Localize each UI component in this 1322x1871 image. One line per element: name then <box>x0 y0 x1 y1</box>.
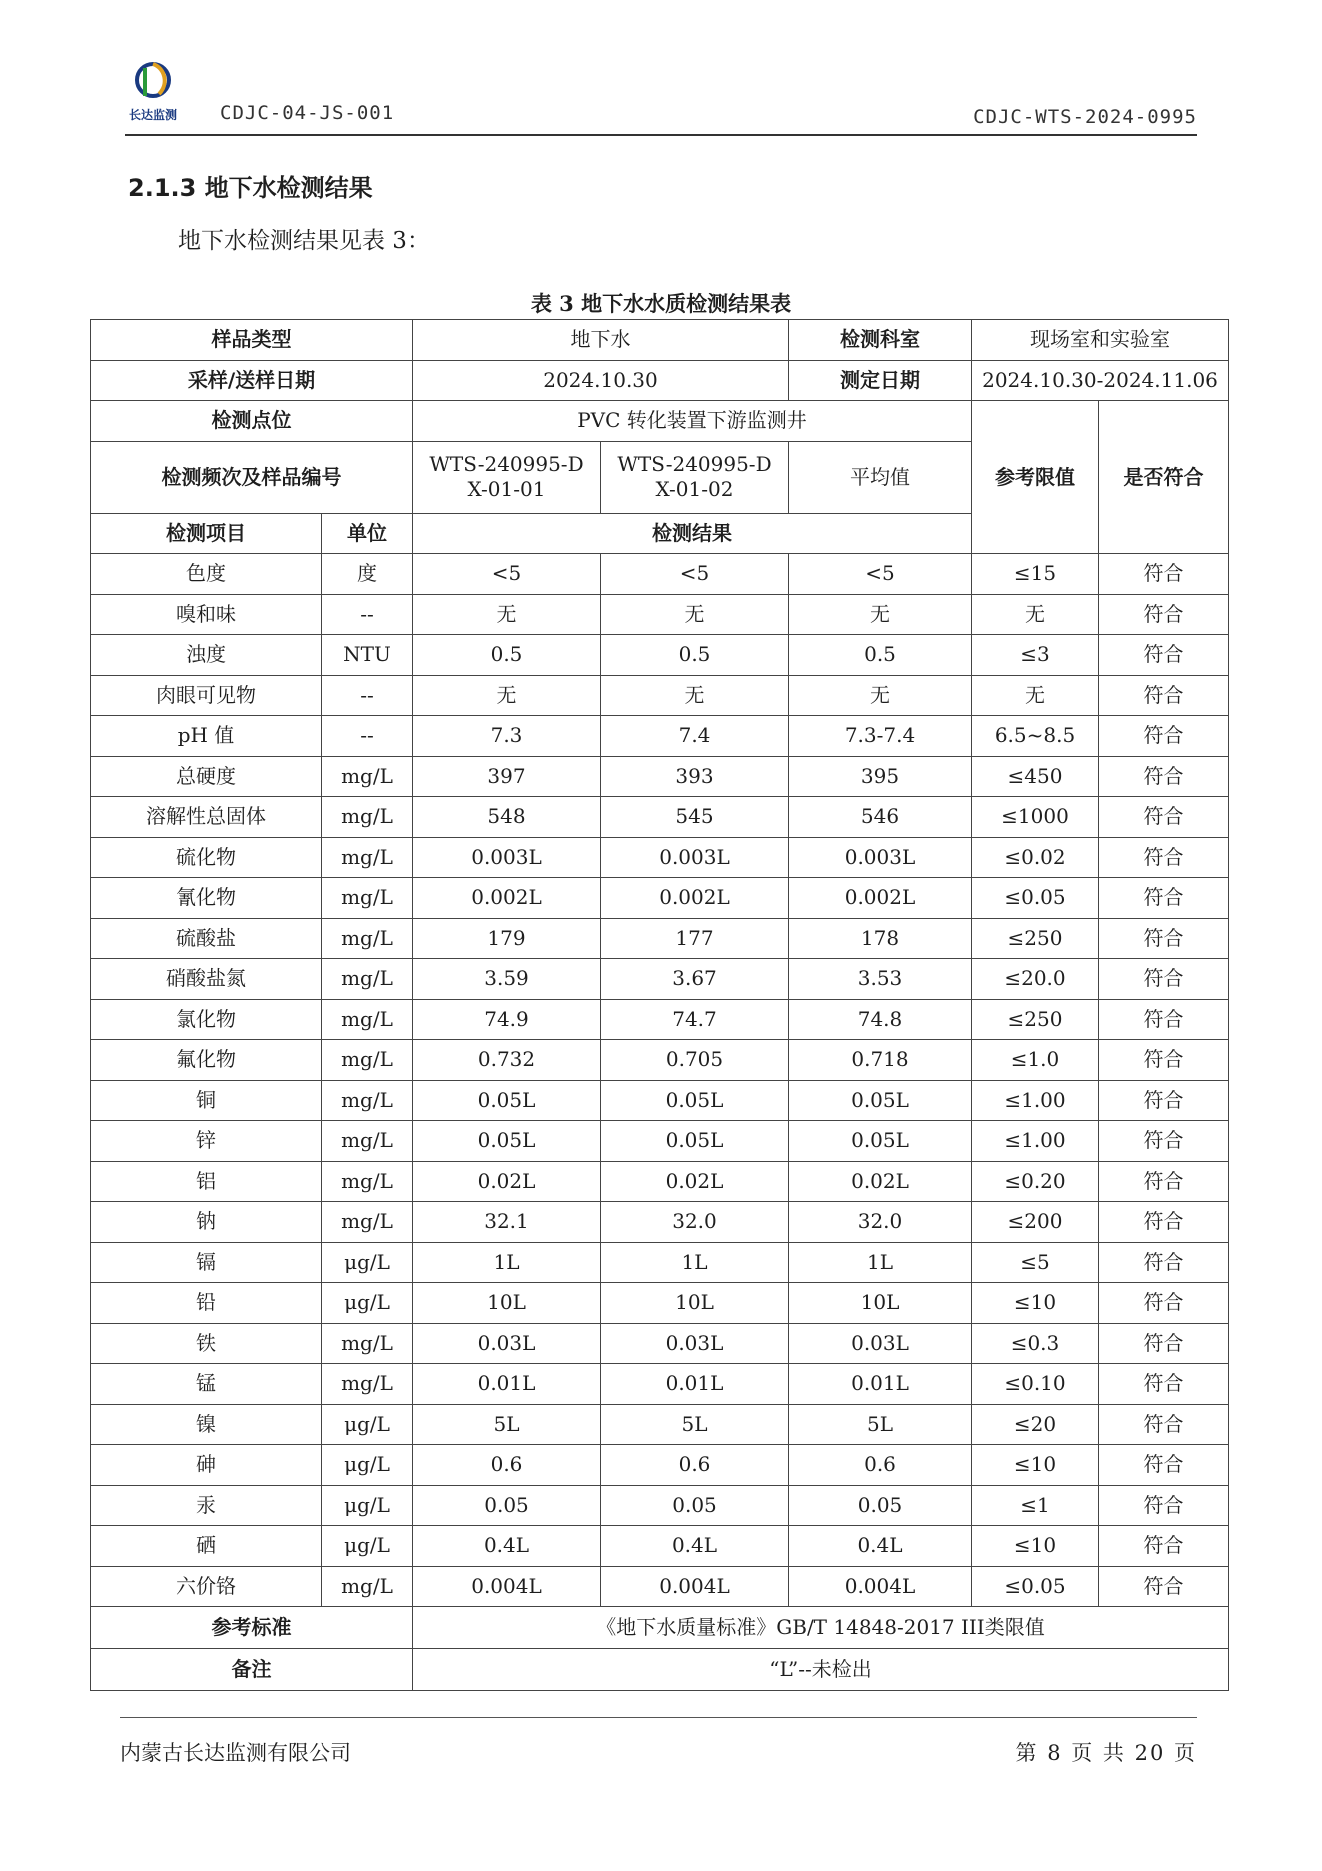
item-name-cell: 钠 <box>91 1202 322 1243</box>
unit-cell: mg/L <box>322 1202 413 1243</box>
item-name-cell: 总硬度 <box>91 756 322 797</box>
table-row <box>91 1566 1229 1607</box>
result-sample-1-cell: 3.59 <box>413 959 601 1000</box>
result-average-cell: <5 <box>789 554 972 595</box>
table-row <box>91 837 1229 878</box>
result-sample-1-cell: <5 <box>413 554 601 595</box>
unit-cell: 度 <box>322 554 413 595</box>
result-average-cell: 无 <box>789 594 972 635</box>
logo-text: 长达监测 <box>129 108 178 122</box>
unit-cell: μg/L <box>322 1526 413 1567</box>
reference-limit-cell: ≤0.20 <box>972 1161 1099 1202</box>
result-sample-1-cell: 10L <box>413 1283 601 1324</box>
result-average-cell: 1L <box>789 1242 972 1283</box>
result-sample-2-cell: 无 <box>601 594 789 635</box>
reference-limit-cell: ≤1000 <box>972 797 1099 838</box>
conformance-cell: 符合 <box>1099 1526 1229 1567</box>
result-sample-1-cell: 397 <box>413 756 601 797</box>
result-sample-1-cell: 0.05L <box>413 1121 601 1162</box>
unit-cell: mg/L <box>322 837 413 878</box>
page-header <box>125 58 1197 136</box>
dept-label: 检测科室 <box>789 320 972 361</box>
page-number: 第 8 页 共 20 页 <box>1015 1741 1197 1765</box>
item-name-cell: 砷 <box>91 1445 322 1486</box>
item-name-cell: 氰化物 <box>91 878 322 919</box>
table-row <box>91 1323 1229 1364</box>
unit-cell: mg/L <box>322 1566 413 1607</box>
reference-limit-cell: ≤200 <box>972 1202 1099 1243</box>
point-label: 检测点位 <box>91 401 413 442</box>
table-row <box>91 1364 1229 1405</box>
conformance-cell: 符合 <box>1099 554 1229 595</box>
doc-code-left: CDJC-04-JS-001 <box>220 102 395 124</box>
result-average-cell: 0.002L <box>789 878 972 919</box>
result-sample-1-cell: 0.5 <box>413 635 601 676</box>
result-average-cell: 3.53 <box>789 959 972 1000</box>
result-sample-2-cell: 545 <box>601 797 789 838</box>
conformance-cell: 符合 <box>1099 1404 1229 1445</box>
reference-limit-cell: ≤1.0 <box>972 1040 1099 1081</box>
result-sample-2-cell: <5 <box>601 554 789 595</box>
conformance-cell: 符合 <box>1099 675 1229 716</box>
result-average-cell: 5L <box>789 1404 972 1445</box>
item-name-cell: 锌 <box>91 1121 322 1162</box>
result-sample-1-cell: 0.02L <box>413 1161 601 1202</box>
result-sample-2-cell: 10L <box>601 1283 789 1324</box>
section-heading: 2.1.3 地下水检测结果 <box>128 174 373 202</box>
result-sample-1-cell: 0.05L <box>413 1080 601 1121</box>
unit-cell: mg/L <box>322 1040 413 1081</box>
item-name-cell: pH 值 <box>91 716 322 757</box>
result-sample-2-cell: 0.05 <box>601 1485 789 1526</box>
unit-cell: mg/L <box>322 878 413 919</box>
test-date-value: 2024.10.30-2024.11.06 <box>972 360 1229 401</box>
doc-code-right: CDJC-WTS-2024-0995 <box>973 106 1197 128</box>
table-row <box>91 1121 1229 1162</box>
table-row <box>91 959 1229 1000</box>
result-sample-2-cell: 0.02L <box>601 1161 789 1202</box>
item-name-cell: 硫酸盐 <box>91 918 322 959</box>
reference-limit-cell: 6.5~8.5 <box>972 716 1099 757</box>
result-sample-2-cell: 0.05L <box>601 1121 789 1162</box>
result-sample-2-cell: 0.03L <box>601 1323 789 1364</box>
table-row <box>91 360 1229 401</box>
result-sample-1-cell: 32.1 <box>413 1202 601 1243</box>
table-row <box>91 1080 1229 1121</box>
result-sample-2-cell: 0.705 <box>601 1040 789 1081</box>
unit-cell: -- <box>322 594 413 635</box>
result-average-cell: 10L <box>789 1283 972 1324</box>
result-sample-2-cell: 0.6 <box>601 1445 789 1486</box>
table-row <box>91 1161 1229 1202</box>
item-name-cell: 六价铬 <box>91 1566 322 1607</box>
result-sample-2-cell: 无 <box>601 675 789 716</box>
sample-type-label: 样品类型 <box>91 320 413 361</box>
table-row <box>91 999 1229 1040</box>
result-sample-1-cell: 5L <box>413 1404 601 1445</box>
item-name-cell: 汞 <box>91 1485 322 1526</box>
result-sample-2-cell: 0.05L <box>601 1080 789 1121</box>
result-average-cell: 178 <box>789 918 972 959</box>
conformance-cell: 符合 <box>1099 1242 1229 1283</box>
unit-cell: mg/L <box>322 1364 413 1405</box>
unit-cell: μg/L <box>322 1445 413 1486</box>
table-row <box>91 1526 1229 1567</box>
table-row <box>91 1202 1229 1243</box>
table-row <box>91 756 1229 797</box>
header-divider <box>125 134 1197 136</box>
item-name-cell: 硫化物 <box>91 837 322 878</box>
point-value: PVC 转化装置下游监测井 <box>413 401 972 442</box>
result-average-cell: 0.718 <box>789 1040 972 1081</box>
unit-header: 单位 <box>322 513 413 554</box>
results-table <box>90 319 1229 1691</box>
reference-limit-cell: ≤3 <box>972 635 1099 676</box>
conformance-cell: 符合 <box>1099 1202 1229 1243</box>
result-average-cell: 546 <box>789 797 972 838</box>
result-sample-2-cell: 74.7 <box>601 999 789 1040</box>
remark-value: “L”--未检出 <box>413 1649 1229 1691</box>
unit-cell: mg/L <box>322 959 413 1000</box>
page-footer <box>120 1717 1197 1765</box>
limit-header: 参考限值 <box>972 401 1099 554</box>
table-row <box>91 1649 1229 1691</box>
result-sample-1-cell: 179 <box>413 918 601 959</box>
result-sample-1-cell: 1L <box>413 1242 601 1283</box>
reference-limit-cell: ≤450 <box>972 756 1099 797</box>
reference-limit-cell: ≤250 <box>972 999 1099 1040</box>
result-sample-2-cell: 1L <box>601 1242 789 1283</box>
unit-cell: mg/L <box>322 756 413 797</box>
sampling-date-value: 2024.10.30 <box>413 360 789 401</box>
item-name-cell: 硝酸盐氮 <box>91 959 322 1000</box>
conformance-cell: 符合 <box>1099 1566 1229 1607</box>
conformance-cell: 符合 <box>1099 1485 1229 1526</box>
result-sample-1-cell: 0.003L <box>413 837 601 878</box>
reference-limit-cell: 无 <box>972 594 1099 635</box>
test-date-label: 测定日期 <box>789 360 972 401</box>
result-sample-1-cell: 无 <box>413 675 601 716</box>
company-name: 内蒙古长达监测有限公司 <box>120 1741 351 1765</box>
sample-2-id: WTS-240995-D X-01-02 <box>601 441 789 513</box>
conform-header: 是否符合 <box>1099 401 1229 554</box>
unit-cell: μg/L <box>322 1404 413 1445</box>
reference-limit-cell: ≤20.0 <box>972 959 1099 1000</box>
sampling-date-label: 采样/送样日期 <box>91 360 413 401</box>
freq-label: 检测频次及样品编号 <box>91 441 413 513</box>
result-average-cell: 395 <box>789 756 972 797</box>
standard-label: 参考标准 <box>91 1607 413 1649</box>
reference-limit-cell: ≤0.3 <box>972 1323 1099 1364</box>
table-row <box>91 635 1229 676</box>
result-average-cell: 0.05 <box>789 1485 972 1526</box>
result-average-cell: 0.003L <box>789 837 972 878</box>
unit-cell: NTU <box>322 635 413 676</box>
result-sample-2-cell: 0.002L <box>601 878 789 919</box>
conformance-cell: 符合 <box>1099 918 1229 959</box>
conformance-cell: 符合 <box>1099 635 1229 676</box>
table-row <box>91 675 1229 716</box>
table-row <box>91 1404 1229 1445</box>
conformance-cell: 符合 <box>1099 1080 1229 1121</box>
item-name-cell: 铜 <box>91 1080 322 1121</box>
item-name-cell: 锰 <box>91 1364 322 1405</box>
result-sample-2-cell: 0.004L <box>601 1566 789 1607</box>
conformance-cell: 符合 <box>1099 716 1229 757</box>
conformance-cell: 符合 <box>1099 1445 1229 1486</box>
table-row <box>91 1485 1229 1526</box>
unit-cell: mg/L <box>322 1323 413 1364</box>
item-name-cell: 肉眼可见物 <box>91 675 322 716</box>
conformance-cell: 符合 <box>1099 594 1229 635</box>
conformance-cell: 符合 <box>1099 999 1229 1040</box>
unit-cell: mg/L <box>322 1080 413 1121</box>
result-sample-1-cell: 7.3 <box>413 716 601 757</box>
reference-limit-cell: ≤1.00 <box>972 1121 1099 1162</box>
result-sample-1-cell: 0.732 <box>413 1040 601 1081</box>
item-name-cell: 镉 <box>91 1242 322 1283</box>
item-name-cell: 嗅和味 <box>91 594 322 635</box>
item-name-cell: 氟化物 <box>91 1040 322 1081</box>
result-sample-2-cell: 5L <box>601 1404 789 1445</box>
result-sample-2-cell: 32.0 <box>601 1202 789 1243</box>
reference-limit-cell: ≤10 <box>972 1283 1099 1324</box>
reference-limit-cell: ≤0.10 <box>972 1364 1099 1405</box>
result-sample-2-cell: 0.003L <box>601 837 789 878</box>
conformance-cell: 符合 <box>1099 1364 1229 1405</box>
result-average-cell: 无 <box>789 675 972 716</box>
result-average-cell: 74.8 <box>789 999 972 1040</box>
reference-limit-cell: ≤250 <box>972 918 1099 959</box>
reference-limit-cell: ≤5 <box>972 1242 1099 1283</box>
result-average-cell: 0.01L <box>789 1364 972 1405</box>
reference-limit-cell: ≤15 <box>972 554 1099 595</box>
footer-divider <box>120 1717 1197 1718</box>
item-name-cell: 溶解性总固体 <box>91 797 322 838</box>
result-sample-1-cell: 0.01L <box>413 1364 601 1405</box>
result-average-cell: 0.02L <box>789 1161 972 1202</box>
item-name-cell: 浊度 <box>91 635 322 676</box>
reference-limit-cell: ≤0.02 <box>972 837 1099 878</box>
result-average-cell: 32.0 <box>789 1202 972 1243</box>
item-name-cell: 铅 <box>91 1283 322 1324</box>
table-row <box>91 594 1229 635</box>
sample-1-id: WTS-240995-D X-01-01 <box>413 441 601 513</box>
unit-cell: mg/L <box>322 1161 413 1202</box>
reference-limit-cell: ≤20 <box>972 1404 1099 1445</box>
result-sample-1-cell: 548 <box>413 797 601 838</box>
item-name-cell: 硒 <box>91 1526 322 1567</box>
remark-label: 备注 <box>91 1649 413 1691</box>
table-row <box>91 1283 1229 1324</box>
dept-value: 现场室和实验室 <box>972 320 1229 361</box>
reference-limit-cell: ≤0.05 <box>972 878 1099 919</box>
table-row <box>91 1040 1229 1081</box>
table-row <box>91 1445 1229 1486</box>
unit-cell: μg/L <box>322 1242 413 1283</box>
unit-cell: μg/L <box>322 1485 413 1526</box>
intro-paragraph: 地下水检测结果见表 3： <box>178 228 430 254</box>
table-row <box>91 716 1229 757</box>
unit-cell: -- <box>322 675 413 716</box>
result-sample-2-cell: 393 <box>601 756 789 797</box>
result-sample-2-cell: 3.67 <box>601 959 789 1000</box>
reference-limit-cell: ≤1.00 <box>972 1080 1099 1121</box>
item-name-cell: 氯化物 <box>91 999 322 1040</box>
result-average-cell: 0.004L <box>789 1566 972 1607</box>
result-average-cell: 0.05L <box>789 1121 972 1162</box>
reference-limit-cell: ≤10 <box>972 1526 1099 1567</box>
table-row <box>91 320 1229 361</box>
result-sample-1-cell: 0.03L <box>413 1323 601 1364</box>
conformance-cell: 符合 <box>1099 756 1229 797</box>
table-row <box>91 554 1229 595</box>
item-name-cell: 铝 <box>91 1161 322 1202</box>
result-average-cell: 0.5 <box>789 635 972 676</box>
item-name-cell: 铁 <box>91 1323 322 1364</box>
conformance-cell: 符合 <box>1099 878 1229 919</box>
table-row <box>91 1607 1229 1649</box>
sample-type-value: 地下水 <box>413 320 789 361</box>
result-sample-1-cell: 无 <box>413 594 601 635</box>
reference-limit-cell: ≤1 <box>972 1485 1099 1526</box>
result-sample-1-cell: 0.05 <box>413 1485 601 1526</box>
table-row <box>91 1242 1229 1283</box>
table-caption: 表 3 地下水水质检测结果表 <box>530 291 792 316</box>
result-average-cell: 0.03L <box>789 1323 972 1364</box>
conformance-cell: 符合 <box>1099 1323 1229 1364</box>
conformance-cell: 符合 <box>1099 1121 1229 1162</box>
result-sample-2-cell: 7.4 <box>601 716 789 757</box>
table-row <box>91 918 1229 959</box>
conformance-cell: 符合 <box>1099 1161 1229 1202</box>
table-row <box>91 878 1229 919</box>
reference-limit-cell: 无 <box>972 675 1099 716</box>
reference-limit-cell: ≤10 <box>972 1445 1099 1486</box>
conformance-cell: 符合 <box>1099 837 1229 878</box>
result-sample-1-cell: 0.4L <box>413 1526 601 1567</box>
unit-cell: mg/L <box>322 999 413 1040</box>
result-sample-1-cell: 0.6 <box>413 1445 601 1486</box>
result-average-cell: 0.4L <box>789 1526 972 1567</box>
conformance-cell: 符合 <box>1099 797 1229 838</box>
item-name-cell: 色度 <box>91 554 322 595</box>
table-row <box>91 401 1229 442</box>
result-average-cell: 0.6 <box>789 1445 972 1486</box>
result-sample-2-cell: 0.4L <box>601 1526 789 1567</box>
conformance-cell: 符合 <box>1099 1283 1229 1324</box>
result-sample-1-cell: 0.004L <box>413 1566 601 1607</box>
table-row <box>91 797 1229 838</box>
result-sample-2-cell: 0.5 <box>601 635 789 676</box>
result-average-cell: 0.05L <box>789 1080 972 1121</box>
result-sample-2-cell: 0.01L <box>601 1364 789 1405</box>
unit-cell: -- <box>322 716 413 757</box>
unit-cell: mg/L <box>322 918 413 959</box>
avg-header: 平均值 <box>789 441 972 513</box>
unit-cell: μg/L <box>322 1283 413 1324</box>
result-average-cell: 7.3-7.4 <box>789 716 972 757</box>
result-sample-1-cell: 0.002L <box>413 878 601 919</box>
conformance-cell: 符合 <box>1099 959 1229 1000</box>
result-sample-1-cell: 74.9 <box>413 999 601 1040</box>
result-sample-2-cell: 177 <box>601 918 789 959</box>
standard-value: 《地下水质量标准》GB/T 14848-2017 III类限值 <box>413 1607 1229 1649</box>
unit-cell: mg/L <box>322 797 413 838</box>
unit-cell: mg/L <box>322 1121 413 1162</box>
item-name-cell: 镍 <box>91 1404 322 1445</box>
item-header: 检测项目 <box>91 513 322 554</box>
result-header: 检测结果 <box>413 513 972 554</box>
reference-limit-cell: ≤0.05 <box>972 1566 1099 1607</box>
conformance-cell: 符合 <box>1099 1040 1229 1081</box>
